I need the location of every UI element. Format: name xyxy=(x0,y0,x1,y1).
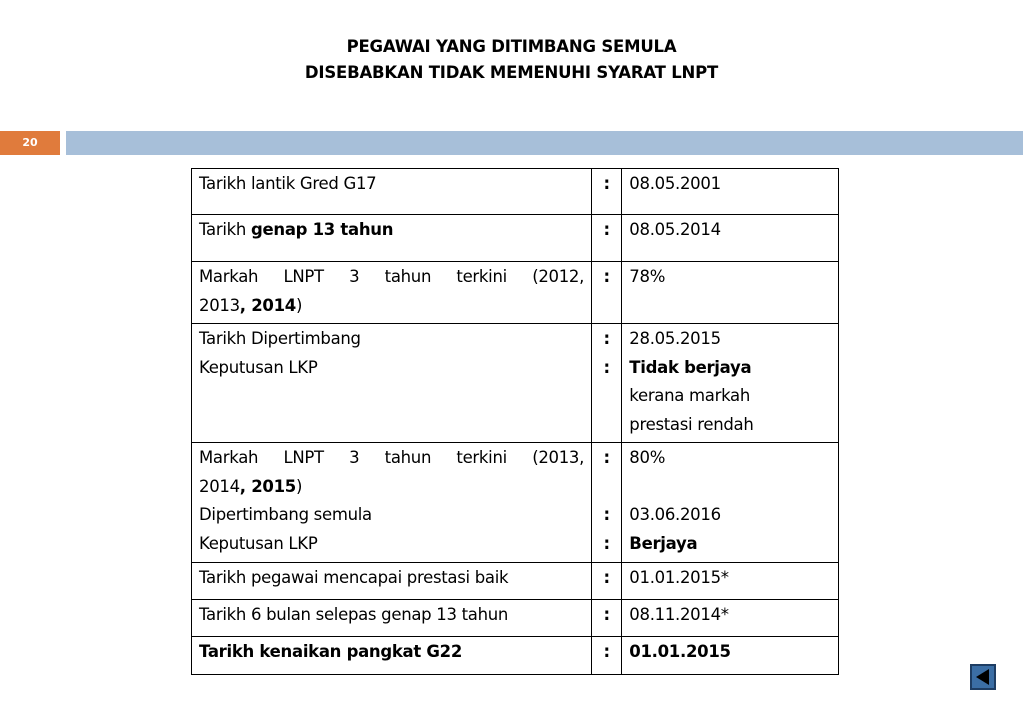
row-separator xyxy=(592,443,622,563)
slide-number: 20 xyxy=(0,131,60,155)
label-text: Keputusan LKP xyxy=(199,357,318,377)
value-spacer xyxy=(629,473,831,502)
label-line-2 xyxy=(199,473,584,502)
row-value xyxy=(622,563,839,600)
value-text: 08.05.2001 xyxy=(629,174,721,193)
label-text: Tarikh xyxy=(199,220,251,239)
label-bold-text: genap 13 tahun xyxy=(250,220,394,239)
label-bold-text: Tarikh kenaikan pangkat G22 xyxy=(199,642,463,661)
separator-text: : xyxy=(603,329,610,348)
value-bold-text: Berjaya xyxy=(629,533,698,553)
row-separator xyxy=(592,169,622,215)
table-row xyxy=(192,262,839,324)
row-value xyxy=(622,262,839,324)
label-text: Dipertimbang semula xyxy=(199,505,372,524)
label-text: Tarikh 6 bulan selepas genap 13 tahun xyxy=(199,605,509,624)
row-label xyxy=(192,563,592,600)
title-line-2: DISEBABKAN TIDAK MEMENUHI SYARAT LNPT xyxy=(304,63,719,82)
row-value xyxy=(622,443,839,563)
table-row xyxy=(192,443,839,563)
value-text: 08.05.2014 xyxy=(629,220,721,239)
back-arrow-icon xyxy=(972,666,994,688)
value-text: 08.11.2014* xyxy=(629,605,729,624)
separator-text: : xyxy=(603,568,610,587)
label-text: 2013 xyxy=(199,295,240,315)
row-separator xyxy=(592,324,622,443)
table-row xyxy=(192,215,839,262)
label-text: Tarikh pegawai mencapai prestasi baik xyxy=(199,568,509,587)
row-label xyxy=(192,169,592,215)
label-text: Markah LNPT 3 tahun terkini (2013, xyxy=(199,448,585,467)
label-text: 2014 xyxy=(199,476,240,496)
value-text: kerana markah xyxy=(629,386,751,405)
separator-text: : xyxy=(603,533,610,553)
label-text: Markah LNPT 3 tahun terkini (2012, xyxy=(199,267,585,286)
value-text: prestasi rendah xyxy=(629,414,754,434)
value-text: 01.01.2015* xyxy=(629,568,729,587)
label-bold-text: , 2015 xyxy=(239,476,296,496)
row-value xyxy=(622,637,839,675)
row-label xyxy=(192,443,592,563)
value-bold-text: Tidak berjaya xyxy=(629,357,752,377)
row-separator xyxy=(592,262,622,324)
value-bold-text: 01.01.2015 xyxy=(629,642,731,661)
row-label xyxy=(192,324,592,443)
row-label xyxy=(192,215,592,262)
row-label xyxy=(192,637,592,675)
title-line-1: PEGAWAI YANG DITIMBANG SEMULA xyxy=(346,37,677,56)
row-label xyxy=(192,600,592,637)
slide-title xyxy=(0,34,1023,86)
table-row xyxy=(192,600,839,637)
table-row xyxy=(192,169,839,215)
table-row xyxy=(192,563,839,600)
table-row xyxy=(192,324,839,443)
separator-text: : xyxy=(603,505,610,524)
label-text: Keputusan LKP xyxy=(199,533,318,553)
label-text: Tarikh lantik Gred G17 xyxy=(199,174,377,193)
separator-text: : xyxy=(603,642,610,661)
label-line-2 xyxy=(199,292,584,321)
row-separator xyxy=(592,563,622,600)
label-text: ) xyxy=(295,476,303,496)
table-row xyxy=(192,637,839,675)
header-bar xyxy=(66,131,1023,155)
row-value xyxy=(622,169,839,215)
row-separator xyxy=(592,637,622,675)
value-text: 78% xyxy=(629,267,666,286)
separator-text: : xyxy=(603,267,610,286)
row-separator xyxy=(592,215,622,262)
separator-text: : xyxy=(603,448,610,467)
label-text: ) xyxy=(295,295,303,315)
label-text: Tarikh Dipertimbang xyxy=(199,329,361,348)
separator-text: : xyxy=(603,174,610,193)
value-text: 03.06.2016 xyxy=(629,505,721,524)
label-bold-text: , 2014 xyxy=(239,295,296,315)
separator-text: : xyxy=(603,357,610,377)
value-text: 28.05.2015 xyxy=(629,329,721,348)
row-label xyxy=(192,262,592,324)
row-separator xyxy=(592,600,622,637)
separator-text: : xyxy=(603,220,610,239)
promotion-table xyxy=(191,168,839,675)
back-button[interactable] xyxy=(970,664,996,690)
row-value xyxy=(622,215,839,262)
value-text: 80% xyxy=(629,448,666,467)
separator-spacer xyxy=(599,473,614,502)
row-value xyxy=(622,324,839,443)
row-value xyxy=(622,600,839,637)
separator-text: : xyxy=(603,605,610,624)
